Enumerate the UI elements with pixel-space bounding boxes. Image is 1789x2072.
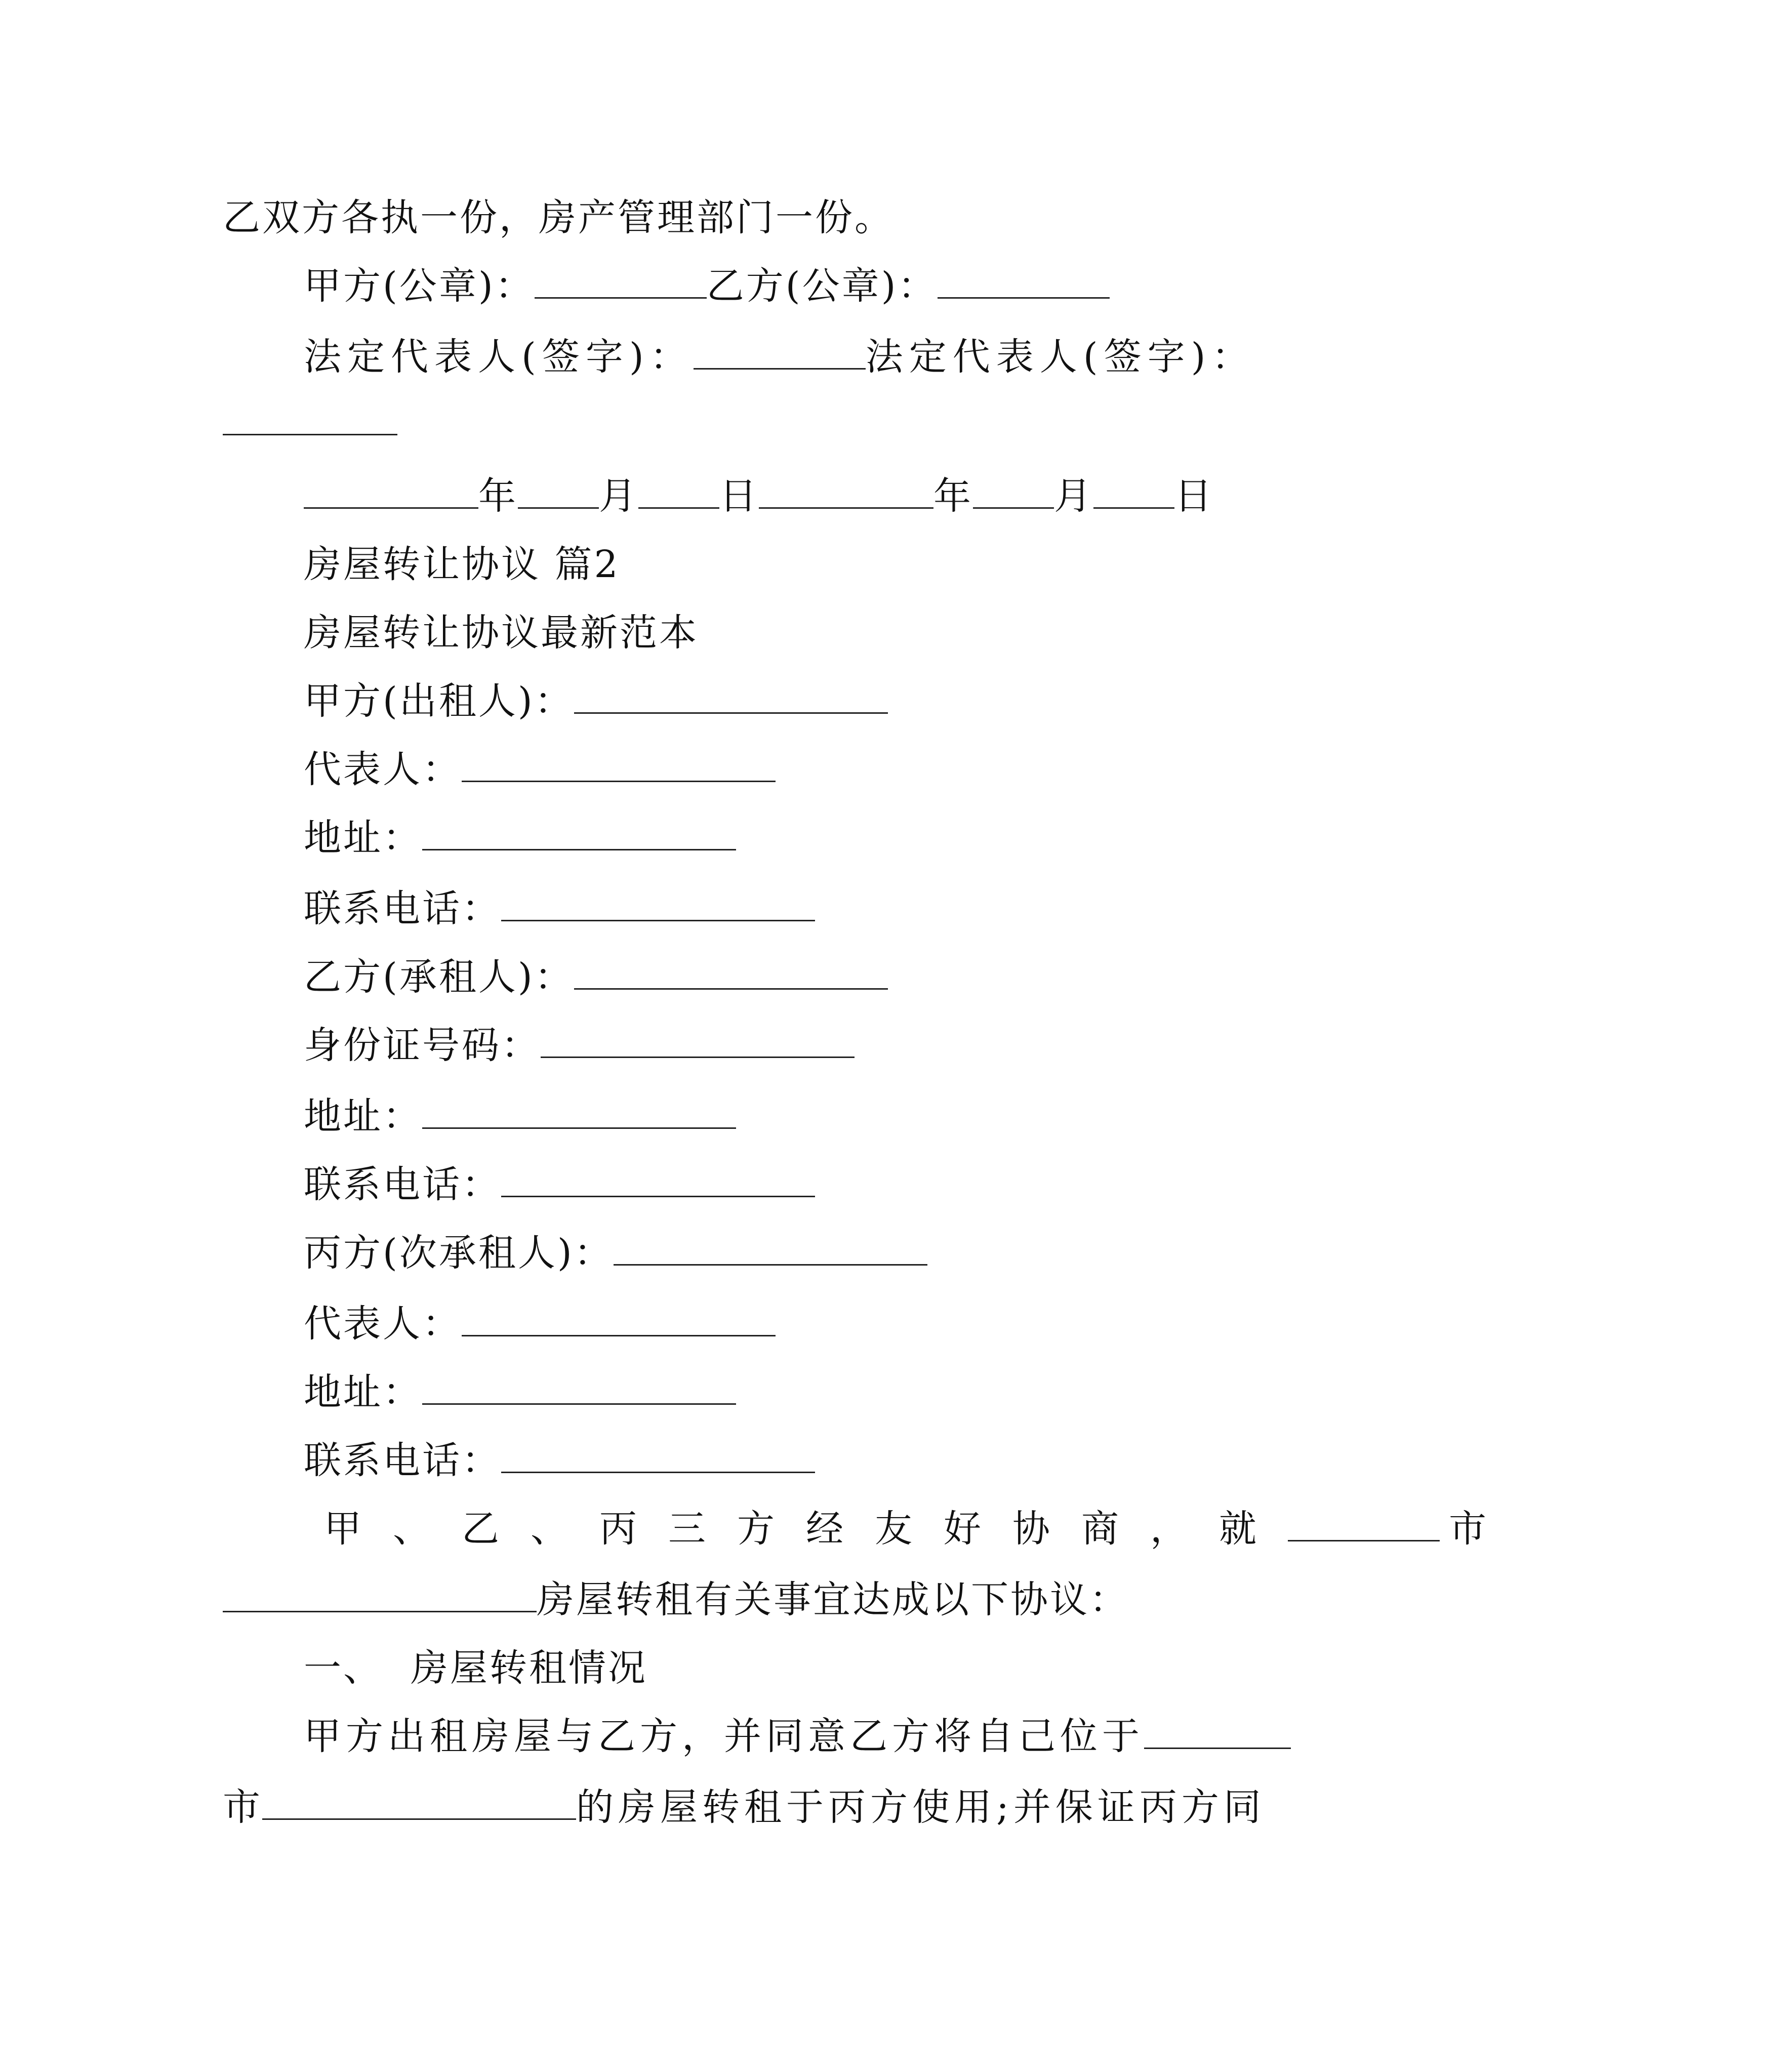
phone-c-label: 联系电话：	[304, 1439, 501, 1482]
fill-blank[interactable]	[518, 472, 599, 509]
form-field-row	[304, 1296, 1769, 1352]
rep-c-label: 代表人：	[304, 1302, 462, 1346]
city-label: 市	[1449, 1507, 1488, 1551]
fill-blank[interactable]	[938, 262, 1110, 299]
fill-blank[interactable]	[535, 262, 707, 299]
paragraph-line	[304, 1709, 1769, 1764]
text-line	[304, 329, 1769, 385]
form-field-row	[304, 742, 1769, 797]
party-b-seal-label: 乙方(公章)：	[706, 264, 938, 308]
fill-blank[interactable]	[422, 814, 736, 850]
fill-blank[interactable]	[1288, 1505, 1440, 1541]
paragraph-line	[223, 1572, 1688, 1628]
fill-blank[interactable]	[574, 953, 888, 990]
paragraph-text: 房屋转租有关事宜达成以下协议：	[537, 1578, 1129, 1621]
section-heading-text: 一、 房屋转租情况	[304, 1646, 648, 1690]
fill-blank[interactable]	[759, 472, 933, 509]
paragraph-line	[324, 1501, 1789, 1557]
form-field-row	[304, 810, 1769, 866]
fill-blank[interactable]	[694, 333, 866, 370]
agreement-title: 房屋转让协议 篇2	[304, 543, 620, 586]
date-line	[304, 468, 1769, 524]
city-label: 市	[223, 1785, 262, 1829]
section-heading	[304, 1640, 1769, 1696]
paragraph-text: 甲方出租房屋与乙方，并同意乙方将自己位于	[304, 1715, 1144, 1758]
fill-blank[interactable]	[501, 884, 815, 921]
fill-blank[interactable]	[462, 1299, 776, 1336]
fill-blank[interactable]	[1093, 472, 1174, 509]
section-title	[304, 537, 1769, 592]
fill-blank[interactable]	[501, 1160, 815, 1197]
section-subtitle	[304, 605, 1769, 661]
addr-c-label: 地址：	[304, 1370, 422, 1414]
form-field-row	[304, 1433, 1769, 1488]
month-label: 月	[599, 474, 638, 518]
paragraph-line	[223, 1779, 1688, 1835]
fill-blank[interactable]	[501, 1436, 815, 1473]
phone-b-label: 联系电话：	[304, 1163, 501, 1206]
day-label: 日	[1174, 474, 1214, 518]
phone-a-label: 联系电话：	[304, 887, 501, 930]
fill-blank[interactable]	[223, 398, 397, 435]
form-field-row	[304, 673, 1769, 729]
legal-rep-b-label: 法定代表人(签字)：	[865, 335, 1255, 379]
year-label: 年	[478, 474, 518, 518]
text-line	[223, 395, 1688, 451]
agreement-subtitle: 房屋转让协议最新范本	[304, 611, 699, 655]
paragraph-text: 乙双方各执一份，房产管理部门一份。	[223, 196, 894, 239]
fill-blank[interactable]	[422, 1092, 736, 1129]
form-field-row	[304, 1157, 1769, 1212]
month-label: 月	[1054, 474, 1093, 518]
year-label: 年	[933, 474, 973, 518]
party-a-label: 甲方(出租人)：	[304, 679, 574, 723]
form-field-row	[304, 949, 1769, 1005]
text-line	[304, 258, 1769, 314]
addr-a-label: 地址：	[304, 816, 422, 860]
fill-blank[interactable]	[1144, 1712, 1291, 1749]
fill-blank[interactable]	[223, 1575, 537, 1612]
fill-blank[interactable]	[614, 1229, 927, 1266]
legal-rep-a-label: 法定代表人(签字)：	[304, 335, 694, 379]
fill-blank[interactable]	[638, 472, 719, 509]
form-field-row	[304, 881, 1769, 937]
form-field-row	[304, 1225, 1769, 1281]
form-field-row	[304, 1088, 1769, 1144]
fill-blank[interactable]	[304, 472, 478, 509]
paragraph-text: 的房屋转租于丙方使用;并保证丙方同	[576, 1785, 1266, 1829]
fill-blank[interactable]	[973, 472, 1054, 509]
rep-a-label: 代表人：	[304, 748, 462, 791]
fill-blank[interactable]	[574, 677, 888, 714]
fill-blank[interactable]	[422, 1368, 736, 1405]
day-label: 日	[719, 474, 759, 518]
text-line	[223, 190, 1688, 246]
party-a-seal-label: 甲方(公章)：	[304, 264, 535, 308]
form-field-row	[304, 1018, 1769, 1073]
addr-b-label: 地址：	[304, 1094, 422, 1138]
id-b-label: 身份证号码：	[304, 1024, 541, 1067]
form-field-row	[304, 1364, 1769, 1420]
party-c-label: 丙方(次承租人)：	[304, 1231, 614, 1275]
fill-blank[interactable]	[462, 745, 776, 782]
paragraph-text: 甲、乙、丙三方经友好协商，就	[324, 1507, 1288, 1551]
fill-blank[interactable]	[262, 1783, 576, 1820]
fill-blank[interactable]	[541, 1021, 855, 1058]
party-b-label: 乙方(承租人)：	[304, 955, 574, 999]
